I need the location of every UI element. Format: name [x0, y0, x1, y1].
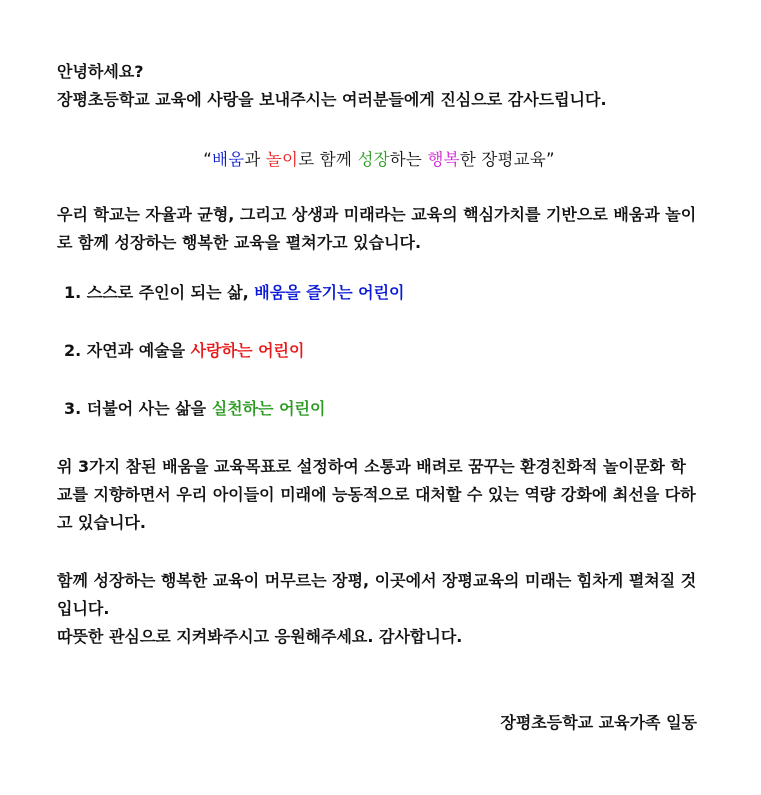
goal-1-highlight: 배움을 즐기는 어린이	[254, 283, 405, 302]
slogan-word-growth: 성장	[357, 150, 390, 169]
slogan-text-2: 로 함께	[298, 150, 358, 169]
greeting	[57, 58, 701, 114]
greeting-hello: 안녕하세요?	[57, 62, 144, 81]
slogan-word-happiness: 행복	[427, 150, 460, 169]
body-paragraph: 위 3가지 참된 배움을 교육목표로 설정하여 소통과 배려로 꿈꾸는 환경친화적 놀이문화 학교를 지향하면서 우리 아이들이 미래에 능동적으로 대처할 수 있는 역량 강화에 최선을 다하고 있습니다.	[57, 457, 696, 532]
goal-2-text: 2. 자연과 예술을	[64, 341, 191, 360]
goal-item-3	[64, 395, 701, 423]
letter-body	[57, 58, 701, 737]
slogan-word-learning: 배움	[212, 150, 245, 169]
slogan-text-4: 한 장평교육	[459, 150, 546, 169]
intro-paragraph: 우리 학교는 자율과 균형, 그리고 상생과 미래라는 교육의 핵심가치를 기반으로 배움과 놀이로 함께 성장하는 행복한 교육을 펼쳐가고 있습니다.	[57, 205, 697, 252]
goal-1-text: 1. 스스로 주인이 되는 삶,	[64, 283, 255, 302]
goal-3-text: 3. 더불어 사는 삶을	[64, 399, 212, 418]
slogan-text-3: 하는	[389, 150, 428, 169]
slogan-close-quote: ”	[545, 150, 555, 169]
slogan-word-play: 놀이	[265, 150, 299, 169]
signature: 장평초등학교 교육가족 일동	[500, 713, 697, 732]
closing-paragraph	[57, 567, 701, 651]
goal-3-highlight: 실천하는 어린이	[211, 399, 326, 418]
goal-2-highlight: 사랑하는 어린이	[190, 341, 305, 360]
closing-line-1: 함께 성장하는 행복한 교육이 머무르는 장평, 이곳에서 장평교육의 미래는 힘차게 펼쳐질 것입니다.	[57, 571, 697, 618]
slogan-text-1: 과	[244, 150, 266, 169]
slogan	[57, 146, 701, 174]
closing-line-2: 따뜻한 관심으로 지켜봐주시고 응원해주세요. 감사합니다.	[57, 627, 463, 646]
goal-item-1	[64, 279, 701, 307]
greeting-thanks: 장평초등학교 교육에 사랑을 보내주시는 여러분들에게 진심으로 감사드립니다.	[57, 90, 607, 109]
goal-item-2	[64, 337, 701, 365]
slogan-open-quote: “	[203, 150, 213, 169]
